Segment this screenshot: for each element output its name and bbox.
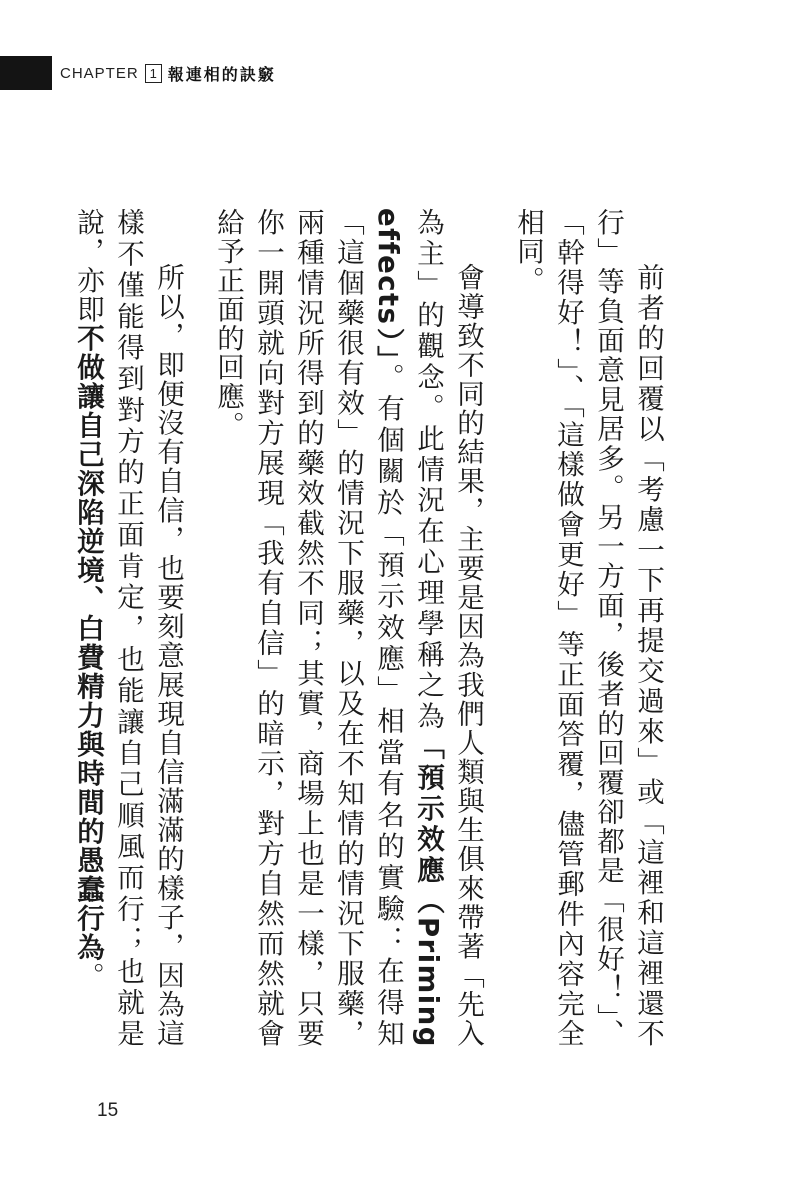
paragraph-text: 前者的回覆以「考慮一下再提交過來」或「這裡和這裡還不行」等負面意見居多。另一方面，後者的回覆卻都是「很好！」、「幹得好！」、「這樣做會更好」等正面答覆，儘管郵件內容完全相同。 bbox=[512, 208, 664, 1048]
paragraph bbox=[208, 208, 488, 1048]
paragraph-text: 會導致不同的結果，主要是因為我們人類與生俱來帶著「先入為主」的觀念。此情況在心理學稱之為 bbox=[412, 208, 484, 1048]
running-header bbox=[60, 58, 276, 88]
paragraph bbox=[508, 208, 668, 1048]
chapter-marker-bar bbox=[0, 56, 52, 90]
chapter-title: 報連相的訣竅 bbox=[167, 64, 276, 84]
paragraph-text: 所以，即便沒有自信，也要刻意展現自信滿滿的樣子，因為這樣不僅能得到對方的正面肯定，也能讓自己順風而行；也就是說，亦即 bbox=[72, 208, 184, 1048]
emphasis-text: 不做讓自己深陷逆境、白費精力與時間的愚蠢行為 bbox=[72, 324, 104, 962]
chapter-number-box: 1 bbox=[145, 64, 162, 83]
paragraph-text: 。 bbox=[72, 962, 104, 991]
chapter-label: CHAPTER bbox=[60, 64, 139, 82]
paragraph-text: 。有個關於「預示效應」相當有名的實驗：在得知「這個藥很有效」的情況下服藥，以及在不知情的情況下服藥，兩種情況所得到的藥效截然不同；其實，商場上也是一樣，只要你一開頭就向對方展現「我有自信」的暗示，對方自然而然就會給予正面的回應。 bbox=[212, 208, 404, 1049]
page-number: 15 bbox=[97, 1100, 119, 1121]
emphasis-text: 「預示效應（Priming effects）」 bbox=[372, 208, 444, 1048]
paragraph bbox=[68, 208, 188, 1048]
body-text bbox=[72, 208, 668, 1049]
